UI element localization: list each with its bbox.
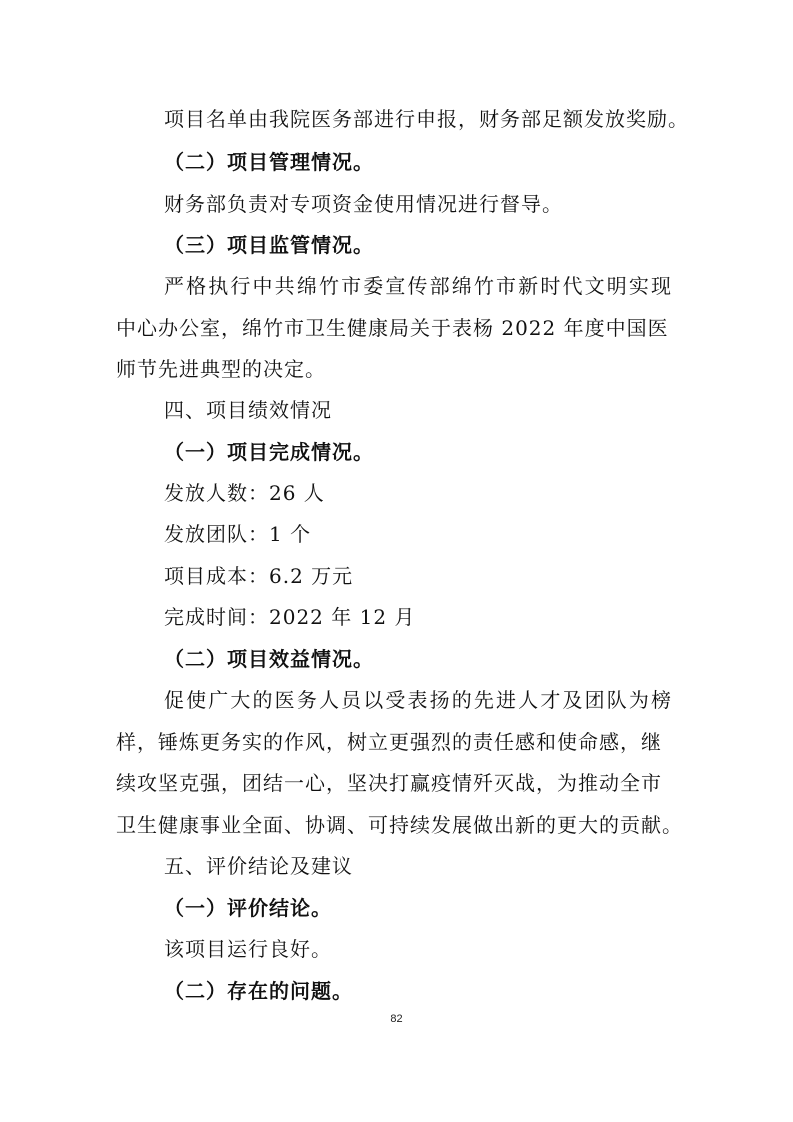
paragraph-line: 促使广大的医务人员以受表扬的先进人才及团队为榜 (164, 688, 672, 712)
paragraph-line: 严格执行中共绵竹市委宣传部绵竹市新时代文明实现 (164, 274, 672, 298)
section-heading: （二）项目管理情况。 (164, 150, 374, 174)
paragraph-line: 师节先进典型的决定。 (116, 357, 326, 381)
chapter-heading: 五、评价结论及建议 (164, 854, 353, 878)
paragraph-line: 完成时间：2022 年 12 月 (164, 605, 416, 629)
paragraph-line: 续攻坚克强，团结一心，坚决打赢疫情歼灭战，为推动全市 (116, 771, 662, 795)
paragraph-line: 该项目运行良好。 (164, 937, 332, 961)
paragraph-line: 发放人数：26 人 (164, 481, 325, 505)
section-heading: （三）项目监管情况。 (164, 233, 374, 257)
paragraph-line: 财务部负责对专项资金使用情况进行督导。 (164, 192, 563, 216)
section-heading: （二）存在的问题。 (164, 979, 353, 1003)
paragraph-line: 样，锤炼更务实的作风，树立更强烈的责任感和使命感，继 (116, 730, 662, 754)
section-heading: （二）项目效益情况。 (164, 647, 374, 671)
paragraph-line: 项目成本：6.2 万元 (164, 564, 354, 588)
page-number: 82 (390, 1013, 403, 1025)
paragraph-line: 中心办公室，绵竹市卫生健康局关于表杨 2022 年度中国医 (116, 316, 669, 340)
paragraph-line: 卫生健康事业全面、协调、可持续发展做出新的更大的贡献。 (116, 813, 683, 837)
section-heading: （一）项目完成情况。 (164, 440, 374, 464)
paragraph-line: 发放团队：1 个 (164, 522, 312, 546)
paragraph-line: 项目名单由我院医务部进行申报，财务部足额发放奖励。 (164, 107, 689, 131)
section-heading: （一）评价结论。 (164, 896, 332, 920)
chapter-heading: 四、项目绩效情况 (164, 398, 332, 422)
